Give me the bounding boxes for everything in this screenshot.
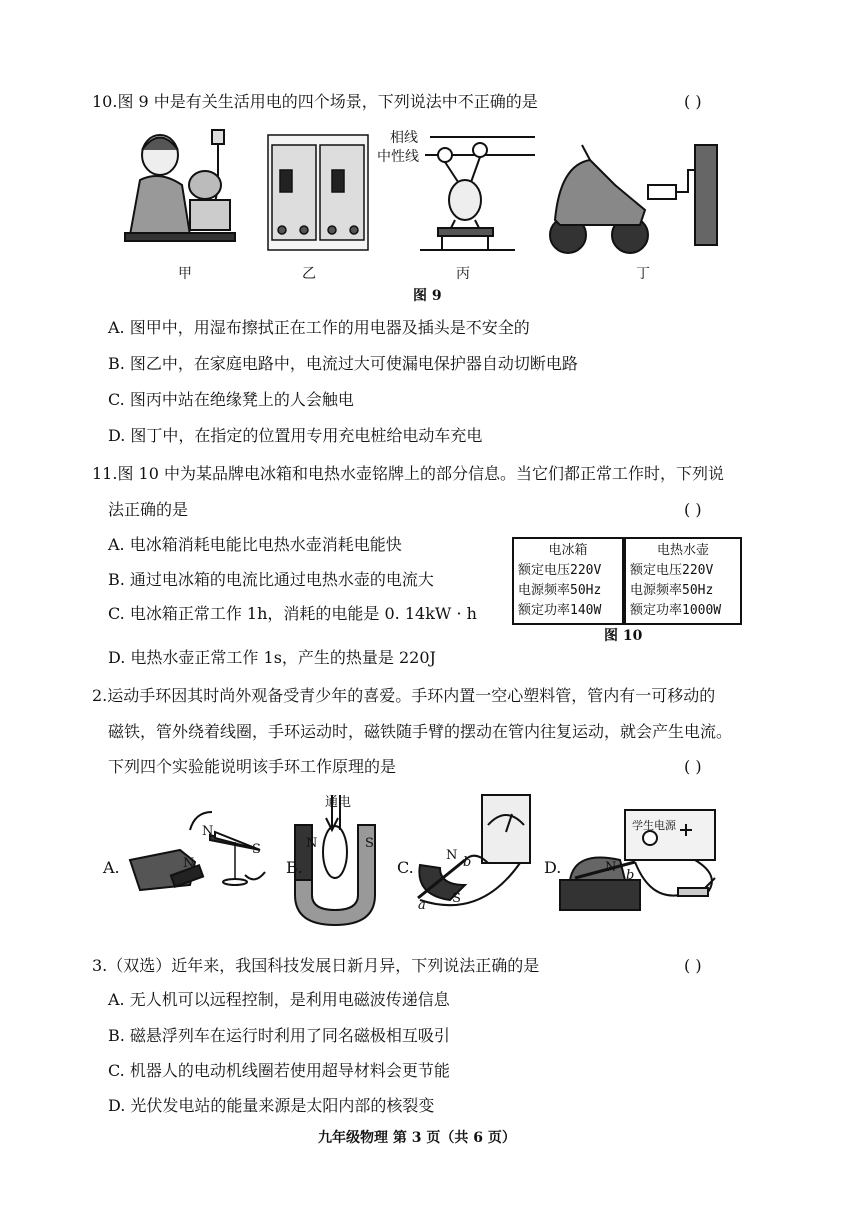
fig-c-magnet-galvanometer (418, 795, 530, 905)
kettle-frequency: 电源频率50Hz (630, 583, 714, 598)
fridge-title: 电冰箱 (548, 543, 588, 558)
fig-a-magnet-compass (130, 812, 265, 890)
kettle-title: 电热水壶 (656, 543, 709, 558)
q10-wire-live-label: 相线 (390, 130, 418, 146)
q10-option-c: C. 图丙中站在绝缘凳上的人会触电 (108, 390, 354, 409)
q10-answer-paren: ( ) (684, 92, 702, 111)
q12-label-a: A. (103, 858, 120, 877)
q10-option-a: A. 图甲中，用湿布擦拭正在工作的用电器及插头是不安全的 (108, 318, 530, 337)
kettle-voltage: 额定电压220V (630, 563, 714, 578)
q10-figure-caption: 图 9 (413, 288, 442, 304)
fridge-frequency: 电源频率50Hz (518, 583, 602, 598)
q12-stem-line1: 2.运动手环因其时尚外观备受青少年的喜爱。手环内置一空心塑料管，管内有一可移动的 (92, 686, 716, 705)
q10-label-jia: 甲 (178, 266, 192, 282)
q13-option-c: C. 机器人的电动机线圈若使用超导材料会更节能 (108, 1061, 450, 1080)
fig-a-pole-n-magnet: N (183, 856, 195, 871)
page-footer: 九年级物理 第 3 页（共 6 页） (318, 1130, 516, 1146)
scene-bing-person-on-stool (420, 137, 535, 250)
q10-option-b: B. 图乙中，在家庭电路中，电流过大可使漏电保护器自动切断电路 (108, 354, 578, 373)
scene-jia-wiping-appliance (125, 130, 235, 241)
fridge-nameplate (512, 537, 624, 625)
q13-answer-paren: ( ) (684, 956, 702, 975)
q12-stem-line3: 下列四个实验能说明该手环工作原理的是 (108, 757, 397, 776)
q12-label-b: B. (286, 858, 303, 877)
q11-option-d: D. 电热水壶正常工作 1s，产生的热量是 220J (108, 648, 436, 667)
q12-label-d: D. (544, 858, 562, 877)
q11-figure-caption: 图 10 (604, 628, 643, 644)
fig-b-u-magnet (295, 795, 375, 925)
q13-option-d: D. 光伏发电站的能量来源是太阳内部的核裂变 (108, 1096, 435, 1115)
q11-option-a: A. 电冰箱消耗电能比电热水壶消耗电能快 (108, 535, 402, 554)
q12-label-c: C. (397, 858, 414, 877)
q11-option-b: B. 通过电冰箱的电流比通过电热水壶的电流大 (108, 570, 434, 589)
fig-c-pole-n: N (446, 848, 458, 863)
q13-option-b: B. 磁悬浮列车在运行时利用了同名磁极相互吸引 (108, 1026, 450, 1045)
fridge-power: 额定功率140W (518, 603, 602, 618)
fig-b-pole-s: S (365, 836, 374, 851)
q10-figure-9 (120, 125, 860, 265)
fridge-voltage: 额定电压220V (518, 563, 602, 578)
fig-d-power-label: 学生电源 (632, 819, 676, 832)
fig-c-mark-b: b (463, 855, 472, 870)
q11-stem-line1: 11.图 10 中为某品牌电冰箱和电热水壶铭牌上的部分信息。当它们都正常工作时，下列说 (92, 464, 724, 483)
kettle-power: 额定功率1000W (630, 603, 722, 618)
fig-b-tongdian-label: 通电 (325, 795, 352, 810)
scene-yi-breakers (268, 135, 368, 250)
q12-answer-paren: ( ) (684, 757, 702, 776)
q12-stem-line2: 磁铁，管外绕着线圈，手环运动时，磁铁随手臂的摆动在管内往复运动，就会产生电流。 (108, 722, 733, 741)
q10-label-ding: 丁 (636, 266, 650, 282)
q11-stem-line2: 法正确的是 (108, 500, 189, 519)
fig-c-mark-a: a (418, 898, 426, 913)
fig-a-pole-s: S (252, 842, 261, 857)
q13-stem: 3.（双选）近年来，我国科技发展日新月异，下列说法正确的是 (92, 956, 540, 975)
scene-ding-scooter-charging (550, 145, 717, 253)
q10-option-d: D. 图丁中，在指定的位置用专用充电桩给电动车充电 (108, 426, 483, 445)
q12-figures (120, 790, 740, 930)
fig-b-pole-n: N (306, 836, 318, 851)
q10-label-bing: 丙 (456, 266, 470, 282)
fig-d-pole-n: N (605, 860, 617, 875)
q11-answer-paren: ( ) (684, 500, 702, 519)
q10-label-yi: 乙 (302, 266, 316, 282)
fig-d-mark-b: b (626, 868, 635, 883)
q13-option-a: A. 无人机可以远程控制，是利用电磁波传递信息 (108, 990, 450, 1009)
fig-a-pole-n-top: N (202, 824, 214, 839)
q10-wire-neutral-label: 中性线 (377, 149, 419, 165)
fig-c-pole-s: S (452, 891, 461, 906)
kettle-nameplate (624, 537, 742, 625)
q10-stem: 10.图 9 中是有关生活用电的四个场景，下列说法中不正确的是 (92, 92, 538, 111)
q11-option-c: C. 电冰箱正常工作 1h，消耗的电能是 0. 14kW · h (108, 604, 477, 623)
